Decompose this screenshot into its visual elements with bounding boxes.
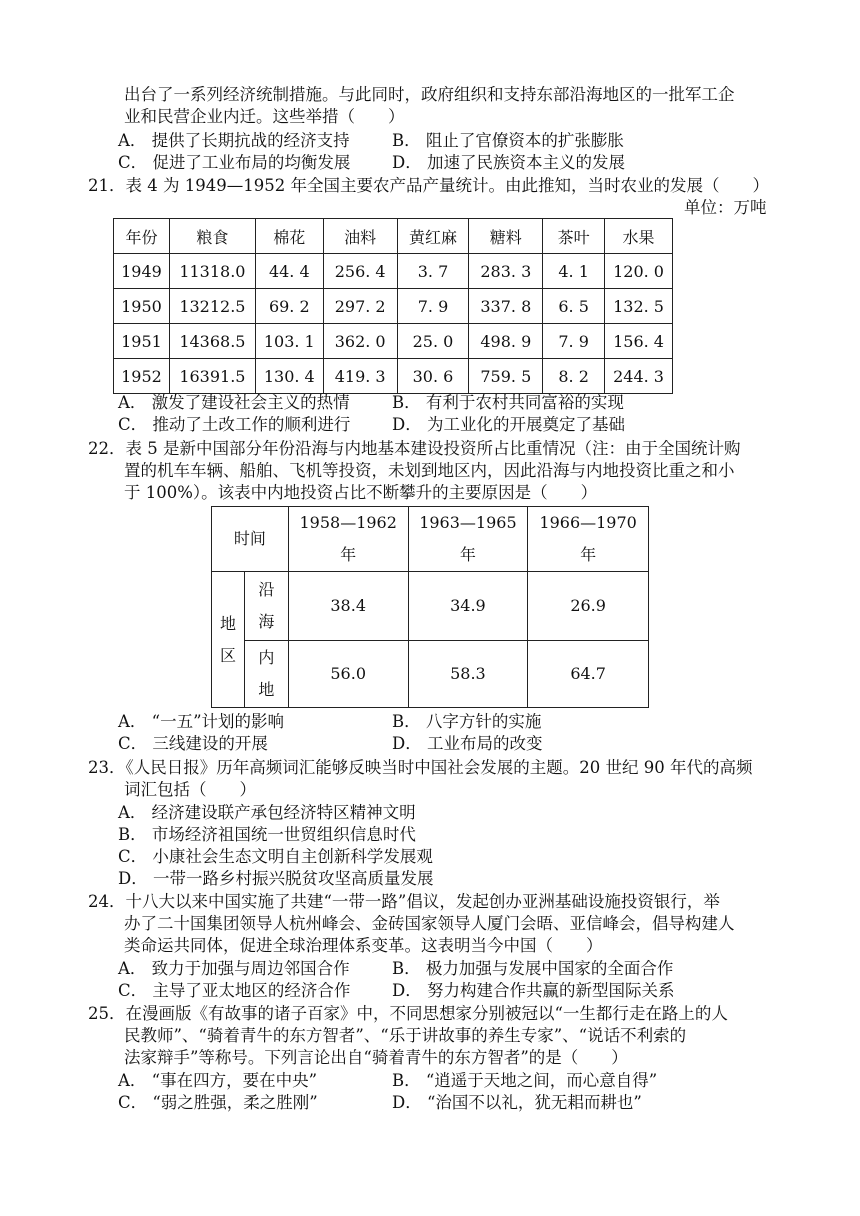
q22-option-d: D． 工业布局的改变 <box>392 734 543 753</box>
table-header-cell <box>528 507 649 572</box>
q21-option-a: A． 激发了建设社会主义的热情 <box>118 393 350 412</box>
q21-option-d: D． 为工业化的开展奠定了基础 <box>392 415 625 434</box>
period-unit: 年 <box>459 545 476 564</box>
q23-stem-line-2: 词汇包括（ ） <box>124 780 256 799</box>
q23-option-d: D． 一带一路乡村振兴脱贫攻坚高质量发展 <box>118 869 434 888</box>
table-cell: 120. 0 <box>605 254 673 289</box>
table-row <box>212 641 649 708</box>
table-header-cell: 糖料 <box>469 219 543 254</box>
table-cell: 156. 4 <box>605 324 673 359</box>
inland-label-char: 地 <box>258 680 275 699</box>
table-cell: 7. 9 <box>543 324 605 359</box>
table-cell: 337. 8 <box>469 289 543 324</box>
q24-stem-line-2: 办了二十国集团领导人杭州峰会、金砖国家领导人厦门会晤、亚信峰会，倡导构建人 <box>124 914 735 933</box>
table-header-cell: 水果 <box>605 219 673 254</box>
table-cell: 58.3 <box>408 641 528 708</box>
q24-option-b: B． 极力加强与发展中国家的全面合作 <box>392 959 674 978</box>
region-label-char: 区 <box>219 645 236 665</box>
q25-stem-line-2: 民教师”、“骑着青牛的东方智者”、“乐于讲故事的养生专家”、“说话不利索的 <box>124 1026 687 1045</box>
q24-stem-line-3: 类命运共同体，促进全球治理体系变革。这表明当今中国（ ） <box>124 936 603 955</box>
period-label: 1958—1962 <box>299 513 397 532</box>
q22-option-a: A． “一五”计划的影响 <box>118 712 285 731</box>
coastal-label-char: 沿 <box>258 580 275 599</box>
table-header-cell: 茶叶 <box>543 219 605 254</box>
table-cell: 14368.5 <box>169 324 255 359</box>
table-cell: 362. 0 <box>323 324 397 359</box>
q25-option-c: C． “弱之胜强，柔之胜刚” <box>118 1093 318 1112</box>
table-row <box>114 359 673 394</box>
table-row <box>114 289 673 324</box>
table-header-cell: 粮食 <box>169 219 255 254</box>
period-label: 1963—1965 <box>419 513 517 532</box>
table-cell: 759. 5 <box>469 359 543 394</box>
table-cell: 4. 1 <box>543 254 605 289</box>
table-cell: 13212.5 <box>169 289 255 324</box>
table-cell: 11318.0 <box>169 254 255 289</box>
table-cell: 56.0 <box>288 641 408 708</box>
table-cell: 69. 2 <box>255 289 323 324</box>
q23-option-b: B． 市场经济祖国统一世贸组织信息时代 <box>118 825 416 844</box>
q20-option-b: B． 阻止了官僚资本的扩张膨胀 <box>392 131 624 150</box>
table-header-cell: 油料 <box>323 219 397 254</box>
table-cell: 7. 9 <box>397 289 469 324</box>
q24-option-c: C． 主导了亚太地区的经济合作 <box>118 981 351 1000</box>
q20-option-d: D． 加速了民族资本主义的发展 <box>392 153 625 172</box>
coastal-label-cell <box>244 572 288 641</box>
q24-option-d: D． 努力构建合作共赢的新型国际关系 <box>392 981 675 1000</box>
inland-label-char: 内 <box>258 648 275 667</box>
inland-label-cell <box>244 641 288 708</box>
table-cell: 6. 5 <box>543 289 605 324</box>
period-unit: 年 <box>340 545 357 564</box>
q25-option-b: B． “逍遥于天地之间，而心意自得” <box>392 1071 658 1090</box>
table-row <box>114 324 673 359</box>
table-cell: 244. 3 <box>605 359 673 394</box>
table-cell: 498. 9 <box>469 324 543 359</box>
q20-stem-line-2: 业和民营企业内迁。这些举措（ ） <box>124 107 405 126</box>
q24-option-a: A． 致力于加强与周边邻国合作 <box>118 959 350 978</box>
q23-stem-line-1: 23．《人民日报》历年高频词汇能够反映当时中国社会发展的主题。20 世纪 90 年代的高频 <box>88 758 753 777</box>
table-row <box>114 254 673 289</box>
region-label-cell <box>212 572 245 708</box>
table-cell: 34.9 <box>408 572 528 641</box>
table-cell: 1952 <box>114 359 170 394</box>
table-cell: 1949 <box>114 254 170 289</box>
table-cell: 64.7 <box>528 641 649 708</box>
table-cell: 419. 3 <box>323 359 397 394</box>
table-cell: 38.4 <box>288 572 408 641</box>
q21-stem: 21．表 4 为 1949—1952 年全国主要农产品产量统计。由此推知，当时农业的发展（ ） <box>88 176 769 195</box>
q20-stem-line-1: 出台了一系列经济统制措施。与此同时，政府组织和支持东部沿海地区的一批军工企 <box>124 85 735 104</box>
period-unit: 年 <box>580 545 597 564</box>
table-cell: 44. 4 <box>255 254 323 289</box>
table-header-cell <box>408 507 528 572</box>
q21-option-c: C． 推动了土改工作的顺利进行 <box>118 415 351 434</box>
table-cell: 132. 5 <box>605 289 673 324</box>
q25-option-d: D． “治国不以礼，犹无耜而耕也” <box>392 1093 642 1112</box>
q25-stem-line-3: 法家辩手”等称号。下列言论出自“骑着青牛的东方智者”的是（ ） <box>124 1048 628 1067</box>
table-cell: 8. 2 <box>543 359 605 394</box>
region-label-char: 地 <box>219 613 236 633</box>
table-cell: 297. 2 <box>323 289 397 324</box>
coastal-label-char: 海 <box>258 612 275 631</box>
table-cell: 1951 <box>114 324 170 359</box>
q20-option-c: C． 促进了工业布局的均衡发展 <box>118 153 351 172</box>
q21-option-b: B． 有利于农村共同富裕的实现 <box>392 393 624 412</box>
table-cell: 25. 0 <box>397 324 469 359</box>
q22-option-c: C． 三线建设的开展 <box>118 734 268 753</box>
period-label: 1966—1970 <box>539 513 637 532</box>
q22-option-b: B． 八字方针的实施 <box>392 712 542 731</box>
table-cell: 30. 6 <box>397 359 469 394</box>
table-cell: 3. 7 <box>397 254 469 289</box>
q23-option-c: C． 小康社会生态文明自主创新科学发展观 <box>118 847 433 866</box>
table-header-cell <box>288 507 408 572</box>
q22-table <box>211 506 649 708</box>
table-cell: 283. 3 <box>469 254 543 289</box>
table-header-row <box>212 507 649 572</box>
q20-option-a: A． 提供了长期抗战的经济支持 <box>118 131 350 150</box>
q23-option-a: A． 经济建设联产承包经济特区精神文明 <box>118 803 416 822</box>
table-cell: 256. 4 <box>323 254 397 289</box>
q22-stem-line-1: 22．表 5 是新中国部分年份沿海与内地基本建设投资所占比重情况（注：由于全国统计购 <box>88 439 741 458</box>
table-cell: 16391.5 <box>169 359 255 394</box>
table-header-row <box>114 219 673 254</box>
q25-stem-line-1: 25．在漫画版《有故事的诸子百家》中，不同思想家分别被冠以“一生都行走在路上的人 <box>88 1004 728 1023</box>
table-cell: 130. 4 <box>255 359 323 394</box>
q22-stem-line-3: 于 100%）。该表中内地投资占比不断攀升的主要原因是（ ） <box>124 483 598 502</box>
table-header-cell: 棉花 <box>255 219 323 254</box>
q22-stem-line-2: 置的机车车辆、船舶、飞机等投资，未划到地区内，因此沿海与内地投资比重之和小 <box>124 461 735 480</box>
table-header-cell: 年份 <box>114 219 170 254</box>
table-cell: 1950 <box>114 289 170 324</box>
table-cell: 26.9 <box>528 572 649 641</box>
q21-unit: 单位：万吨 <box>684 198 767 217</box>
q24-stem-line-1: 24．十八大以来中国实施了共建“一带一路”倡议，发起创办亚洲基础设施投资银行，举 <box>88 892 720 911</box>
table-header-cell: 时间 <box>212 507 289 572</box>
q21-table <box>113 218 673 394</box>
q25-option-a: A． “事在四方，要在中央” <box>118 1071 318 1090</box>
table-header-cell: 黄红麻 <box>397 219 469 254</box>
table-cell: 103. 1 <box>255 324 323 359</box>
table-row <box>212 572 649 641</box>
